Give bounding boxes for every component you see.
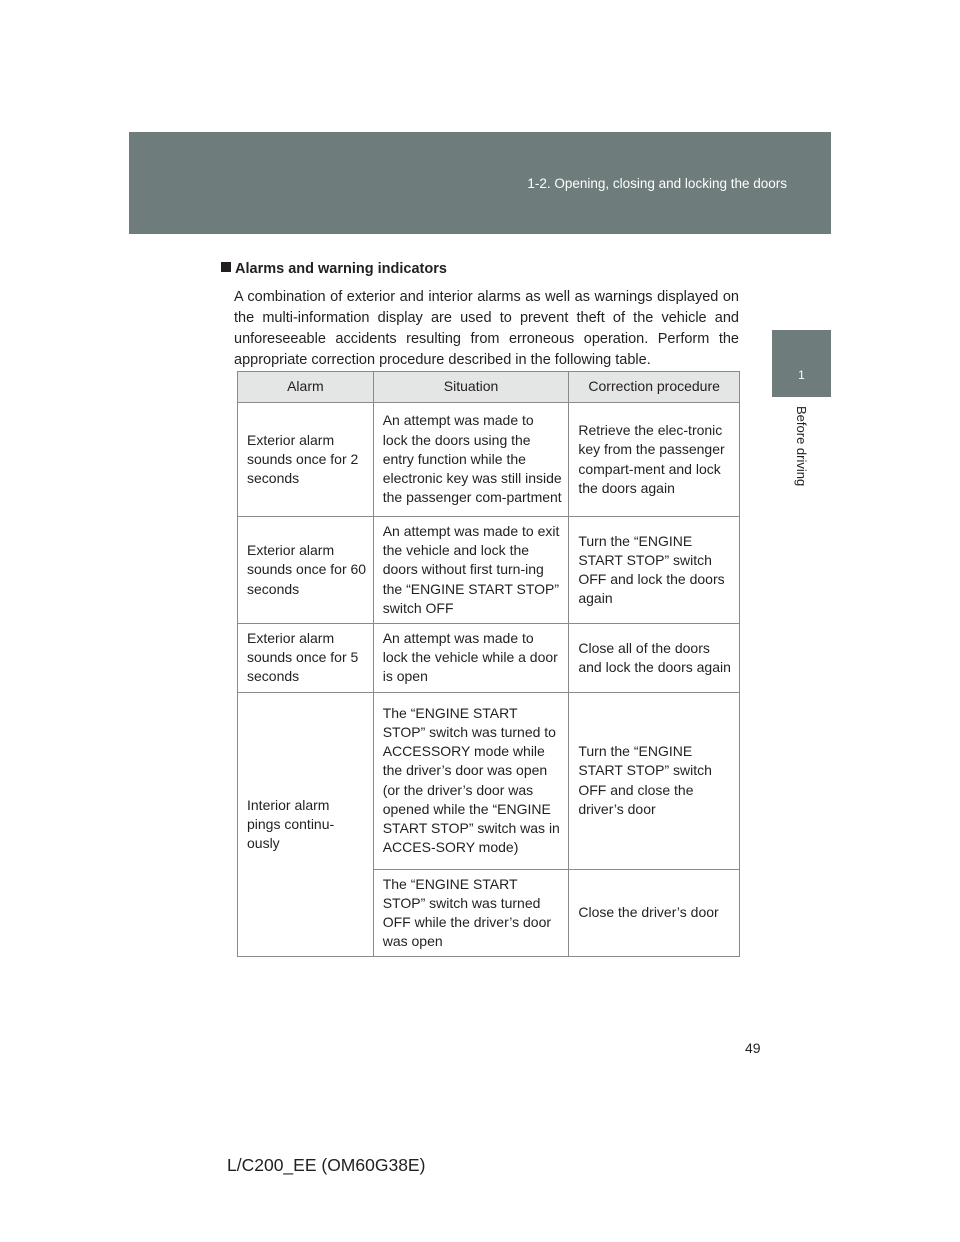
alarm-cell: Exterior alarm sounds once for 60 seconds: [238, 517, 374, 624]
correction-cell: Retrieve the elec-tronic key from the passenger compart-ment and lock the doors again: [569, 403, 740, 517]
section-title: 1-2. Opening, closing and locking the doors: [527, 176, 787, 191]
situation-cell: An attempt was made to lock the doors using the entry function while the electronic key was still inside the passenger com-partment: [373, 403, 569, 517]
square-bullet-icon: [221, 262, 231, 272]
situation-cell: An attempt was made to exit the vehicle and lock the doors without first turn-ing the “ENGINE START STOP” switch OFF: [373, 517, 569, 624]
situation-cell: The “ENGINE START STOP” switch was turned to ACCESSORY mode while the driver’s door was open (or the driver’s door was opened while the “ENGINE START STOP” switch was in ACCES-SORY mode): [373, 692, 569, 869]
header-situation: Situation: [373, 372, 569, 403]
chapter-label: Before driving: [794, 406, 809, 487]
alarms-table: [237, 371, 740, 957]
alarm-cell: Interior alarm pings continu-ously: [238, 692, 374, 957]
intro-paragraph: A combination of exterior and interior alarms as well as warnings displayed on the multi-information display are used to prevent theft of the vehicle and unforeseeable accidents resulting from erroneous operation. Perform the appropriate correction procedure described in the following table.: [234, 289, 739, 368]
table-row: [238, 692, 740, 869]
section-heading: [221, 261, 447, 277]
table-header-row: [238, 372, 740, 403]
page-number: 49: [745, 1040, 761, 1056]
table-row: [238, 624, 740, 693]
correction-cell: Close all of the doors and lock the doors again: [569, 624, 740, 693]
chapter-number: 1: [798, 368, 805, 382]
alarm-cell: Exterior alarm sounds once for 2 seconds: [238, 403, 374, 517]
document-code: L/C200_EE (OM60G38E): [227, 1155, 426, 1175]
situation-cell: An attempt was made to lock the vehicle while a door is open: [373, 624, 569, 693]
correction-cell: Turn the “ENGINE START STOP” switch OFF and close the driver’s door: [569, 692, 740, 869]
chapter-tab: [772, 330, 831, 397]
alarm-cell: Exterior alarm sounds once for 5 seconds: [238, 624, 374, 693]
header-alarm: Alarm: [238, 372, 374, 403]
situation-cell: The “ENGINE START STOP” switch was turned OFF while the driver’s door was open: [373, 869, 569, 957]
correction-cell: Turn the “ENGINE START STOP” switch OFF and lock the doors again: [569, 517, 740, 624]
table-row: [238, 517, 740, 624]
section-heading-text: Alarms and warning indicators: [235, 261, 447, 277]
correction-cell: Close the driver’s door: [569, 869, 740, 957]
header-correction: Correction procedure: [569, 372, 740, 403]
table-row: [238, 403, 740, 517]
header-band: [129, 132, 831, 234]
